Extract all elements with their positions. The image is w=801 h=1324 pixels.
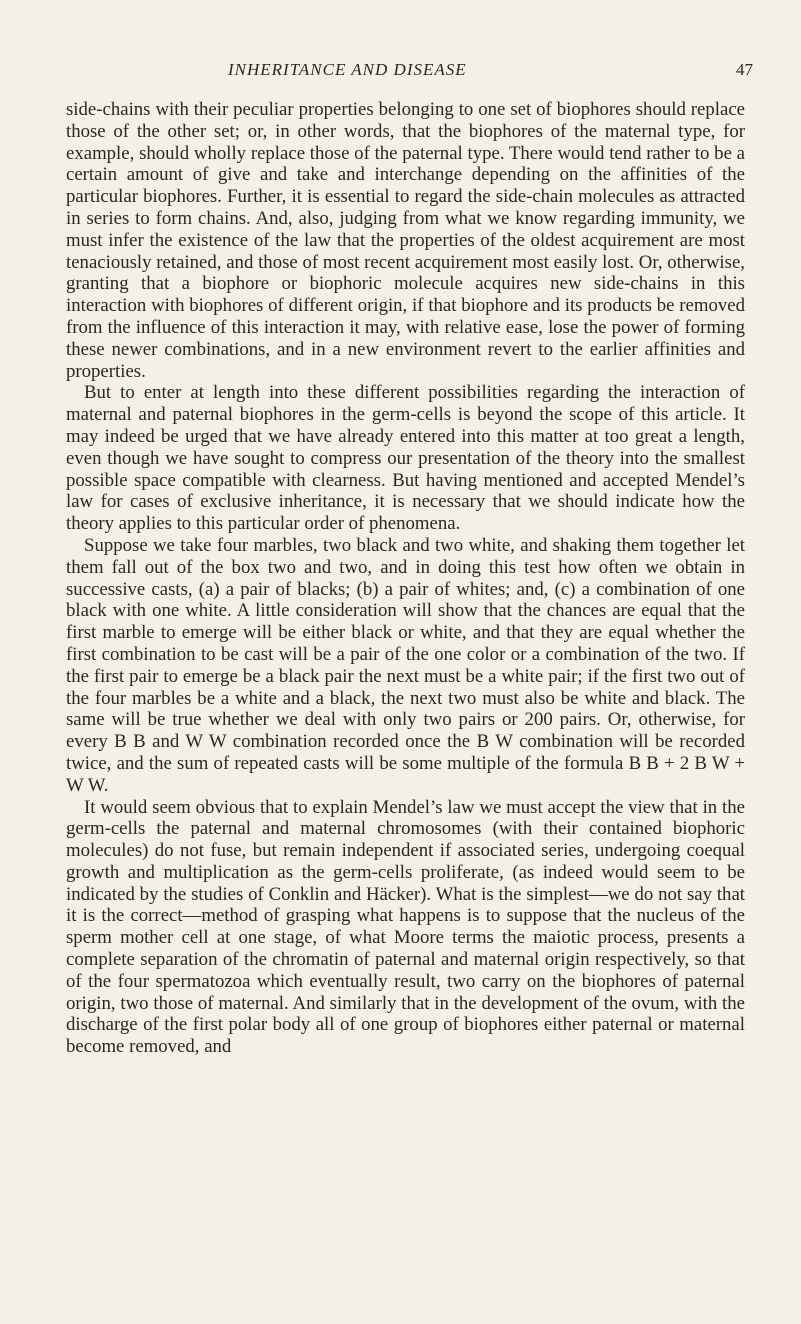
paragraph-2: But to enter at length into these different possibilities regarding the interaction of maternal and paternal biophores in the germ-cells is beyond the scope of this article. It may indeed be urged that we have already entered into this matter at too great a length, even though we have sought to compress our presentation of the theory into the smallest possible space compatible with clearness. But having mentioned and accepted Mendel’s law for cases of exclusive inheritance, it is necessary that we should indicate how the theory applies to this particular order of phenomena. — [66, 382, 745, 535]
paragraph-3: Suppose we take four marbles, two black and two white, and shaking them together let them fall out of the box two and two, and in doing this test how often we obtain in successive casts, (a) a pair of blacks; (b) a pair of whites; and, (c) a combination of one black with one white. A little consideration will show that the chances are equal that the first marble to emerge will be either black or white, and that they are equal whether the first combination to be cast will be a pair of the one color or a combination of the two. If the first pair to emerge be a black pair the next must be a white pair; if the first two out of the four marbles be a white and a black, the next two must also be white and black. The same will be true whether we deal with only two pairs or 200 pairs. Or, otherwise, for every B B and W W combination recorded once the B W combination will be recorded twice, and the sum of repeated casts will be some multiple of the formula B B + 2 B W + W W. — [66, 534, 745, 796]
body-text — [66, 99, 745, 1058]
page-number: 47 — [736, 60, 753, 79]
paragraph-4: It would seem obvious that to explain Mendel’s law we must accept the view that in the germ-cells the paternal and maternal chromosomes (with their contained biophoric molecules) do not fuse, but remain independent if associated series, undergoing coequal growth and multiplication as the germ-cells proliferate, (as indeed would seem to be indicated by the studies of Conklin and Häcker). What is the simplest—we do not say that it is the correct—method of grasping what happens is to suppose that the nucleus of the sperm mother cell at one stage, of what Moore terms the maiotic process, presents a complete separation of the chromatin of paternal and maternal origin respectively, so that of the four spermatozoa which eventually result, two carry on the biophores of paternal origin, two those of maternal. And similarly that in the development of the ovum, with the discharge of the first polar body all of one group of biophores either paternal or maternal become removed, and — [66, 796, 745, 1058]
running-title: INHERITANCE AND DISEASE — [228, 60, 467, 79]
page-header — [0, 60, 801, 84]
paragraph-1: side-chains with their peculiar properties belonging to one set of biophores should replace those of the other set; or, in other words, that the biophores of the maternal type, for example, should wholly replace those of the paternal type. There would tend rather to be a certain amount of give and take and interchange depending on the affinities of the particular biophores. Further, it is essential to regard the side-chain molecules as attracted in series to form chains. And, also, judging from what we know regarding immunity, we must infer the existence of the law that the properties of the oldest acquirement are most tenaciously retained, and those of most recent acquirement most easily lost. Or, otherwise, granting that a biophore or biophoric molecule acquires new side-chains in this interaction with biophores of different origin, if that biophore and its products be removed from the influence of this interaction it may, with relative ease, lose the power of forming these newer combinations, and in a new environment revert to the earlier affinities and properties. — [66, 99, 745, 382]
